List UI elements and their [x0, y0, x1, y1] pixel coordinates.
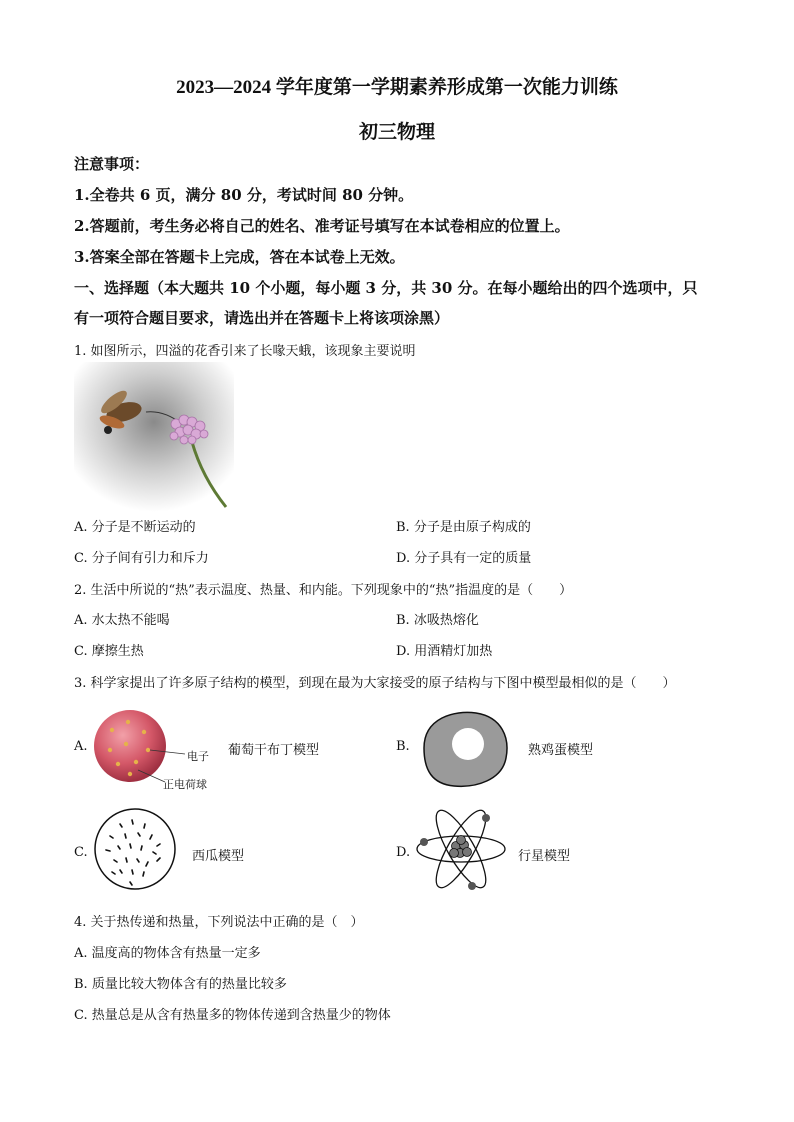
- option: A. 分子是不断运动的: [74, 520, 196, 535]
- exam-title: 2023—2024 学年度第一学期素养形成第一次能力训练: [176, 77, 618, 98]
- moth-flower-photo: [74, 362, 234, 512]
- electron-label: 电子: [187, 750, 209, 763]
- model-name: 熟鸡蛋模型: [528, 743, 594, 758]
- exam-subtitle: 初三物理: [358, 122, 435, 143]
- model-name: 葡萄干布丁模型: [228, 743, 320, 758]
- option: C. 摩擦生热: [74, 644, 144, 659]
- note-item: 2.答题前，考生务必将自己的姓名、准考证号填写在本试卷相应的位置上。: [74, 217, 570, 235]
- option: D. 用酒精灯加热: [396, 644, 493, 659]
- option: C. 热量总是从含有热量多的物体传递到含热量少的物体: [74, 1008, 391, 1023]
- option: C. 分子间有引力和斥力: [74, 551, 209, 566]
- model-name: 西瓜模型: [192, 849, 245, 864]
- question-stem: 2. 生活中所说的“热”表示温度、热量、和内能。下列现象中的“热”指温度的是（ ）: [74, 583, 573, 598]
- option: A. 水太热不能喝: [74, 613, 170, 628]
- section-heading: 一、选择题（本大题共 10 个小题，每小题 3 分，共 30 分。在每小题给出的四个选项中，只: [74, 279, 698, 297]
- watermelon-model-icon: [90, 806, 180, 892]
- note-item: 1.全卷共 6 页，满分 80 分，考试时间 80 分钟。: [74, 186, 414, 204]
- option-a-letter: A.: [74, 739, 88, 754]
- section-heading-cont: 有一项符合题目要求，请选出并在答题卡上将该项涂黑）: [74, 309, 450, 327]
- option-c-letter: C.: [74, 845, 88, 860]
- option: B. 冰吸热熔化: [396, 613, 479, 628]
- note-item: 3.答案全部在答题卡上完成，答在本试卷上无效。: [74, 248, 405, 266]
- boiled-egg-model-icon: [414, 708, 514, 790]
- option: A. 温度高的物体含有热量一定多: [74, 946, 261, 961]
- option: B. 质量比较大物体含有的热量比较多: [74, 977, 287, 992]
- option-d-letter: D.: [396, 845, 411, 860]
- question-stem: 3. 科学家提出了许多原子结构的模型，到现在最为大家接受的原子结构与下图中模型最相似的是（ ）: [74, 676, 676, 691]
- notes-heading: 注意事项：: [74, 155, 150, 173]
- positive-sphere-label: 正电荷球: [163, 778, 207, 791]
- option: D. 分子具有一定的质量: [396, 551, 532, 566]
- question-stem: 1. 如图所示，四溢的花香引来了长喙天蛾，该现象主要说明: [74, 344, 416, 359]
- option-b-letter: B.: [396, 739, 410, 754]
- option: B. 分子是由原子构成的: [396, 520, 531, 535]
- planetary-model-icon: [414, 802, 508, 896]
- question-stem: 4. 关于热传递和热量，下列说法中正确的是（ ）: [74, 915, 364, 930]
- model-name: 行星模型: [518, 849, 571, 864]
